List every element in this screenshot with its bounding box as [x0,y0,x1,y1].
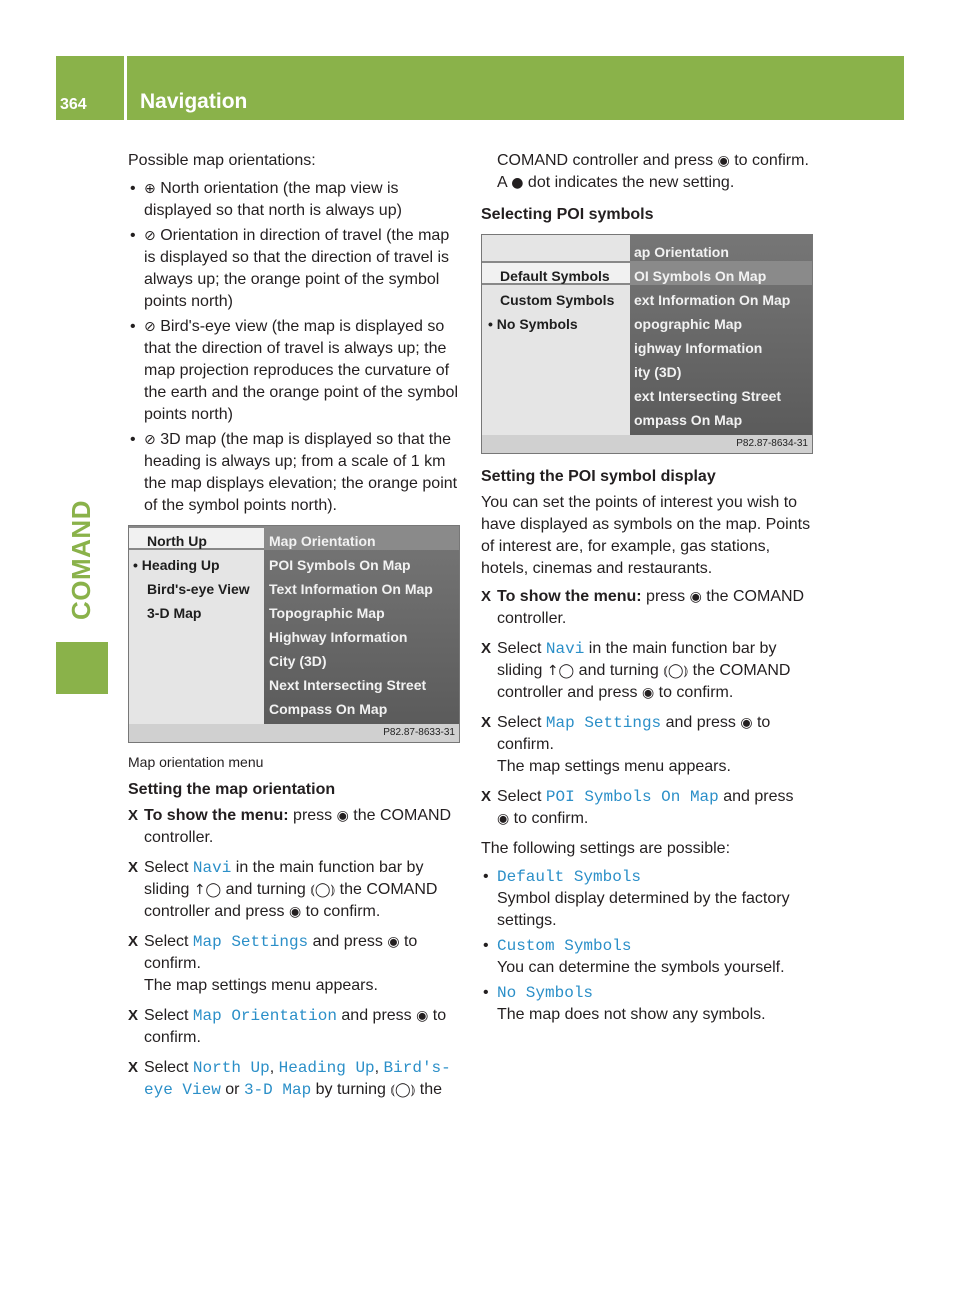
orientation-item: • ⊘ 3D map (the map is displayed so that the heading is always up; from a scale of 1 km the map displays elevation; the orange point of the symbol points north). [130,431,458,514]
heading-icon: ⊘ [144,319,156,335]
menu-item-custom-symbols: Custom Symbols [500,292,615,308]
menu-item-highway-information: Highway Information [269,629,408,645]
menu-item-no-symbols: • No Symbols [488,316,578,332]
section-heading: Selecting POI symbols [481,206,654,223]
menu-item-compass-on-map: ompass On Map [634,412,743,428]
settings-intro: The following settings are possible: [481,840,731,857]
menu-item-next-intersecting-street: Next Intersecting Street [269,677,427,693]
press-icon: ◉ [641,685,655,701]
slide-icon: ↑◯ [193,882,222,898]
menu-item-city-3d: City (3D) [269,653,327,669]
menu-item-next-intersecting-street: ext Intersecting Street [634,388,782,404]
header-divider [124,56,127,120]
menu-item-poi-symbols: POI Symbols On Map [269,557,411,573]
menu-item-topographic-map: Topographic Map [269,605,385,621]
menu-item-poi-symbols: OI Symbols On Map [634,268,767,284]
press-icon: ◉ [416,1008,429,1024]
poi-intro: You can set the points of interest you wish to have displayed as symbols on the map. Points of interest are, for example, gas stations, hotels, cinemas and restaurants. [481,494,811,577]
heading-icon: ⊘ [144,228,156,244]
setting-item: • Custom Symbols You can determine the symbols yourself. [483,937,785,976]
image-code: P82.87-8633-31 [129,724,459,742]
press-icon: ◉ [689,589,702,605]
press-icon: ◉ [717,153,730,169]
menu-item-text-information: Text Information On Map [269,581,433,597]
slide-icon: ↑◯ [546,663,575,679]
dot-icon: ● [511,175,524,191]
page-number: 364 [60,96,87,113]
menu-item-birds-eye-view: Bird's-eye View [147,581,250,597]
menu-item-topographic-map: opographic Map [634,316,743,332]
side-chapter-marker [56,642,108,694]
orientations-intro: Possible map orientations: [128,152,316,169]
left-column [128,150,460,1109]
heading-icon: ⊘ [144,432,156,448]
menu-item-heading-up: • Heading Up [133,557,220,573]
press-icon: ◉ [387,934,400,950]
menu-item-highway-information: ighway Information [634,340,763,356]
press-icon: ◉ [288,904,302,920]
instruction-step: X Select Map Settings and press ◉ to confirm. The map settings menu appears. [128,933,418,994]
turn-icon: ⦅◯⦆ [390,1082,416,1098]
menu-item-north-up: North Up [147,533,207,549]
side-chapter-label: COMAND [66,500,96,620]
section-title: Navigation [140,90,248,113]
press-icon: ◉ [740,715,753,731]
press-icon: ◉ [336,808,349,824]
setting-item: • Default Symbols Symbol display determined by the factory settings. [483,868,790,929]
instruction-step: X Select Map Orientation and press ◉ to confirm. [128,1007,447,1046]
instruction-step: X To show the menu: press ◉ the COMAND controller. [128,807,452,846]
menu-item-compass-on-map: Compass On Map [269,701,388,717]
north-icon: ⊕ [144,181,156,197]
image-code: P82.87-8634-31 [482,435,812,453]
orientation-item: • ⊕ North orientation (the map view is displayed so that north is always up) [130,180,402,219]
orientation-item: • ⊘ Orientation in direction of travel (the map is displayed so that the direction of travel is always up; the orange point of the symbol points north) [130,227,450,310]
menu-item-text-information: ext Information On Map [634,292,791,308]
instruction-step: X Select North Up, Heading Up, Bird's-eye View or 3-D Map by turning ⦅◯⦆ the [128,1059,451,1099]
section-heading: Setting the POI symbol display [481,468,716,485]
instruction-step: X Select Map Settings and press ◉ to confirm. The map settings menu appears. [481,714,771,775]
menu-item-default-symbols: Default Symbols [500,268,610,284]
turn-icon: ⦅◯⦆ [310,882,336,898]
menu-item-city-3d: ity (3D) [634,364,682,380]
press-icon: ◉ [497,811,510,827]
setting-item: • No Symbols The map does not show any symbols. [483,984,766,1023]
right-column [481,150,813,1029]
instruction-step: X Select Navi in the main function bar by sliding ↑◯ and turning ⦅◯⦆ the COMAND controller and press ◉ to confirm. [128,859,438,920]
turn-icon: ⦅◯⦆ [663,663,689,679]
instruction-step: X Select POI Symbols On Map and press ◉ to confirm. [481,788,794,827]
figure-caption: Map orientation menu [128,754,264,770]
poi-symbols-screenshot [481,234,813,454]
orientation-item: • ⊘ Bird's-eye view (the map is displayed so that the direction of travel is always up; the map projection reproduces the curvature of the earth and the orange point of the symbol points north) [130,318,458,423]
menu-item-3d-map: 3-D Map [147,605,202,621]
instruction-step: X To show the menu: press ◉ the COMAND controller. [481,588,805,627]
instruction-step: X Select Navi in the main function bar by sliding ↑◯ and turning ⦅◯⦆ the COMAND controller and press ◉ to confirm. [481,640,791,701]
continued-text: COMAND controller and press ◉ to confirm. A ● dot indicates the new setting. [497,152,809,191]
menu-item-map-orientation: ap Orientation [634,244,729,260]
section-heading: Setting the map orientation [128,781,336,798]
map-orientation-screenshot [128,525,460,743]
menu-item-map-orientation: Map Orientation [269,533,376,549]
